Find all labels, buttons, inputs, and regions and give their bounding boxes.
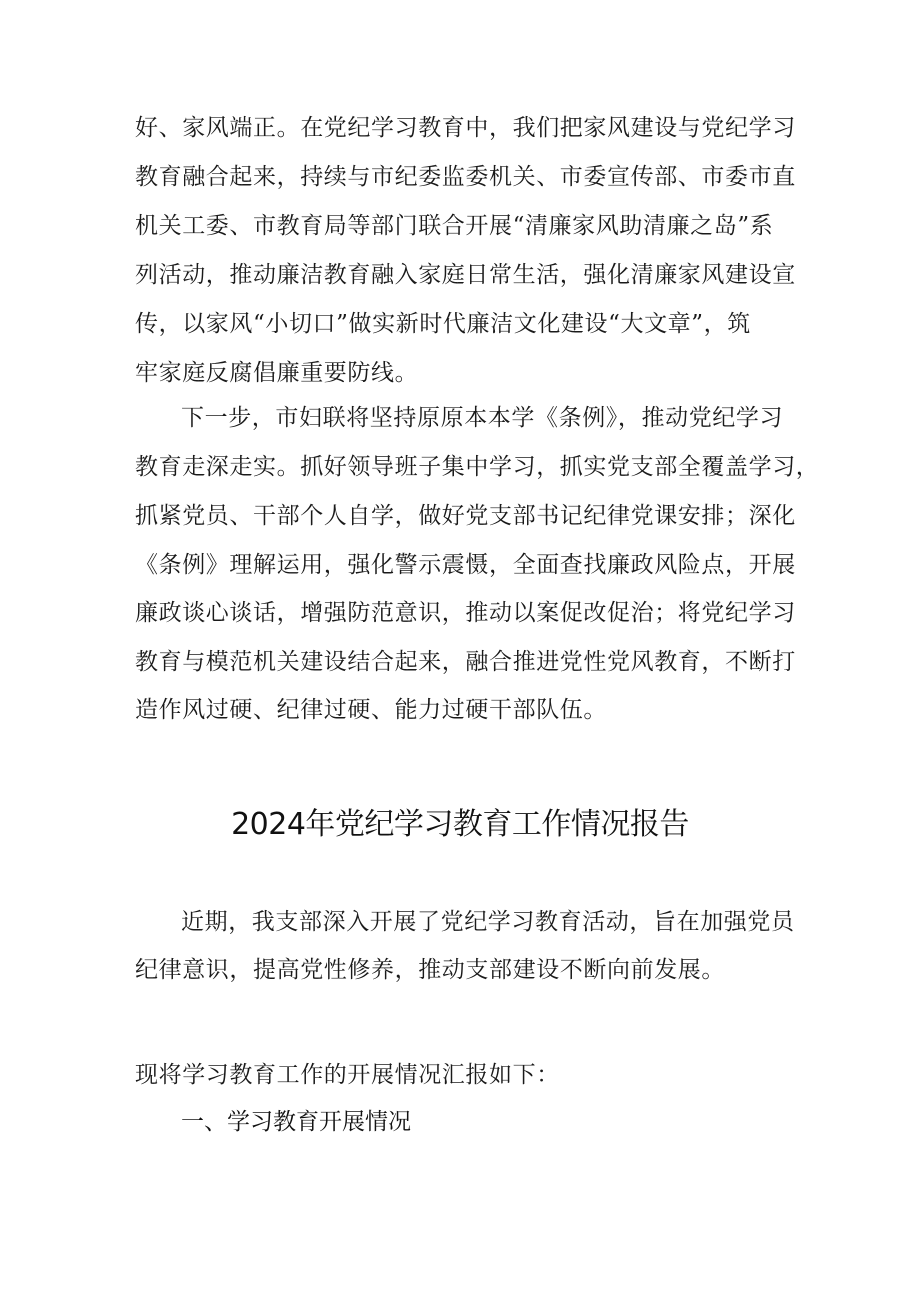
paragraph2-line-6: 教育与模范机关建设结合起来，融合推进党性党风教育，不断打 — [135, 649, 796, 675]
paragraph1-line-4: 列活动，推动廉洁教育融入家庭日常生活，强化清廉家风建设宣 — [135, 262, 796, 288]
paragraph2-line-2: 教育走深走实。抓好领导班子集中学习，抓实党支部全覆盖学习， — [135, 454, 820, 480]
paragraph1-line-3: 机关工委、市教育局等部门联合开展“清廉家风助清廉之岛”系 — [135, 213, 774, 239]
paragraph2-line-5: 廉政谈心谈话，增强防范意识，推动以案促改促治；将党纪学习 — [135, 600, 796, 626]
report-lead: 现将学习教育工作的开展情况汇报如下： — [135, 1062, 560, 1088]
paragraph1-line-1: 好、家风端正。在党纪学习教育中，我们把家风建设与党纪学习 — [135, 115, 796, 141]
paragraph1-line-5: 传，以家风“小切口”做实新时代廉洁文化建设“大文章”，筑 — [135, 311, 751, 337]
paragraph2-line-7: 造作风过硬、纪律过硬、能力过硬干部队伍。 — [135, 697, 607, 723]
paragraph2-line-1: 下一步，市妇联将坚持原原本本学《条例》，推动党纪学习 — [181, 405, 784, 431]
paragraph2-line-3: 抓紧党员、干部个人自学，做好党支部书记纪律党课安排；深化 — [135, 503, 796, 529]
paragraph2-line-4: 《条例》理解运用，强化警示震慑，全面查找廉政风险点，开展 — [135, 552, 796, 578]
intro-line-1: 近期，我支部深入开展了党纪学习教育活动，旨在加强党员 — [181, 909, 795, 935]
paragraph1-line-6: 牢家庭反腐倡廉重要防线。 — [135, 360, 419, 386]
report-title: 2024年党纪学习教育工作情况报告 — [231, 807, 689, 842]
section-1-heading: 一、学习教育开展情况 — [181, 1109, 411, 1135]
paragraph1-line-2: 教育融合起来，持续与市纪委监委机关、市委宣传部、市委市直 — [135, 164, 796, 190]
intro-line-2: 纪律意识，提高党性修养，推动支部建设不断向前发展。 — [135, 957, 725, 983]
